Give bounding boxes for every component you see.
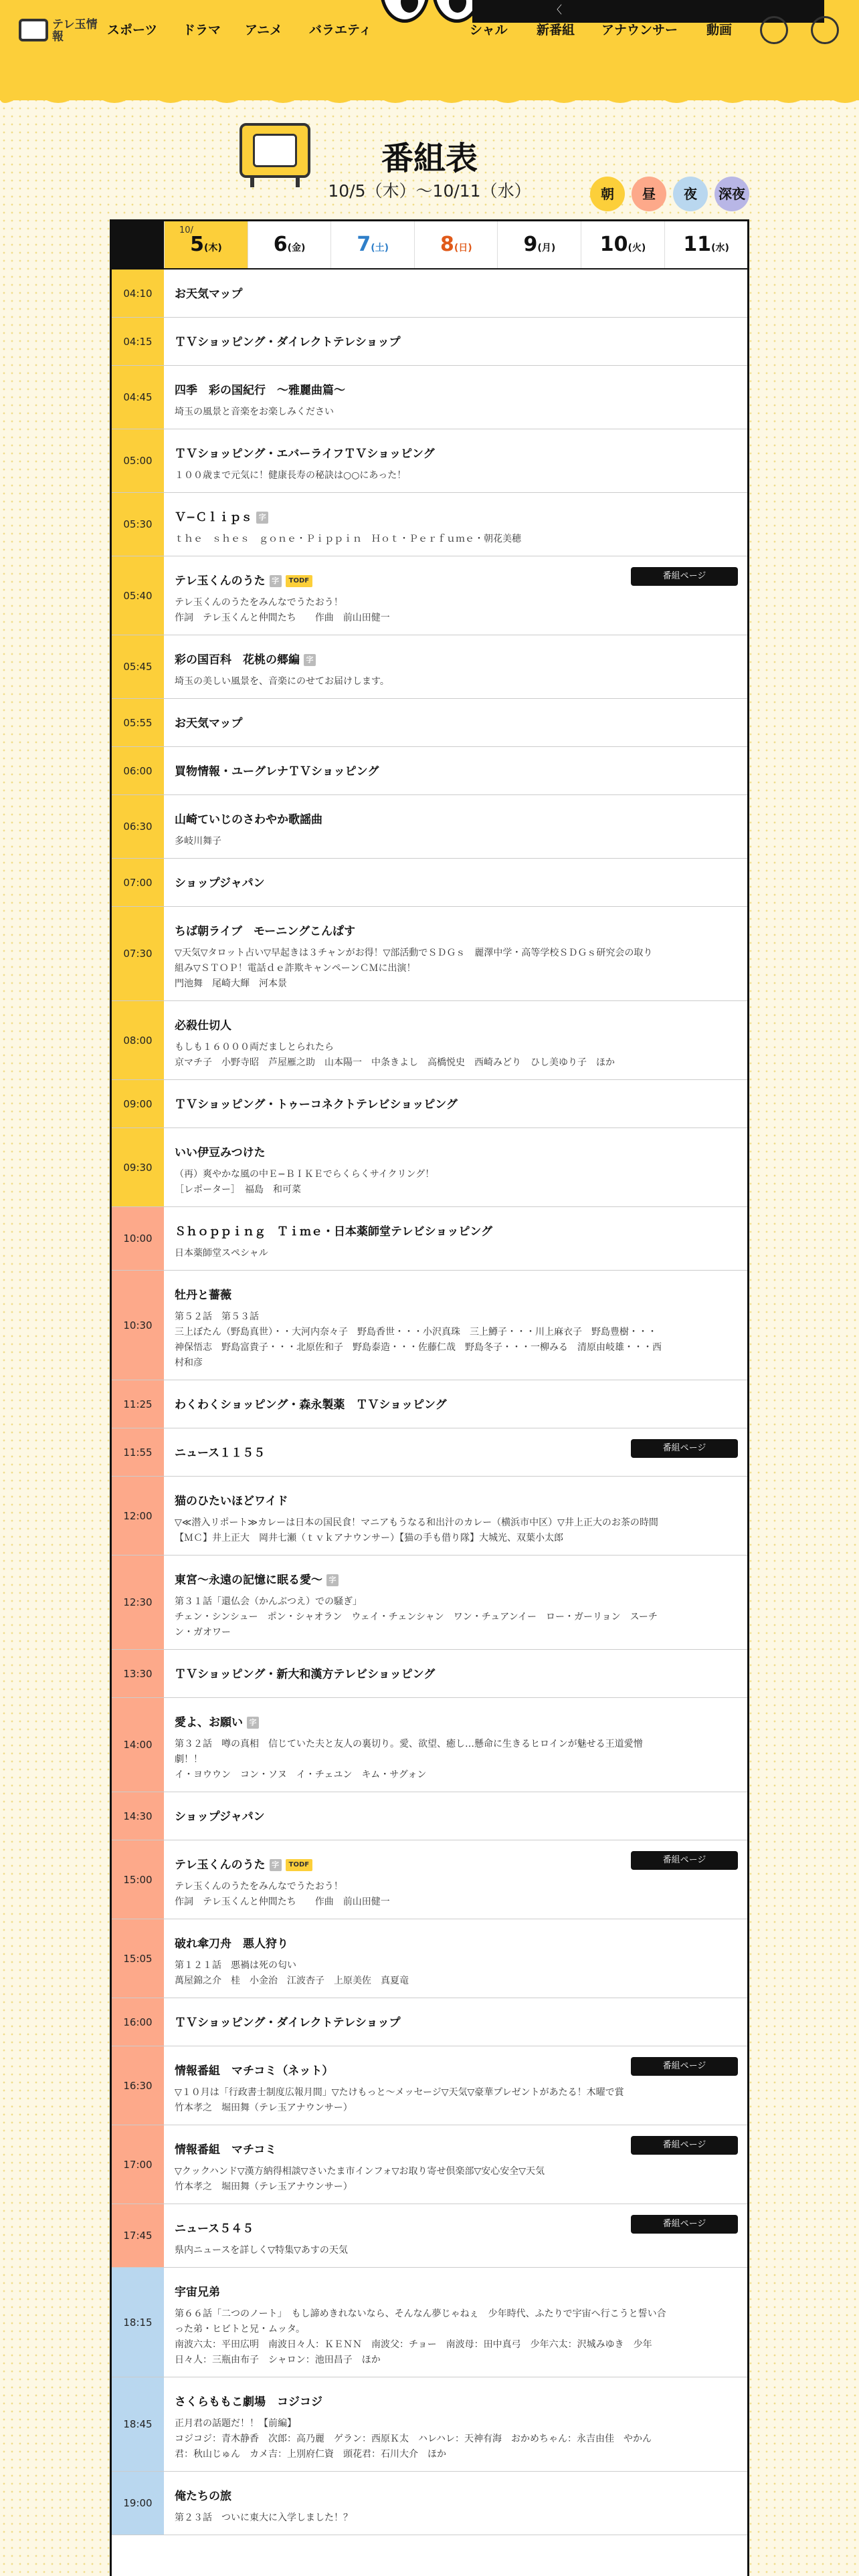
subtitle-badge-icon: 字 xyxy=(256,512,268,524)
day-month: 10/ xyxy=(179,225,193,235)
program-description-line: 【ＭＣ】井上正大 岡井七瀬（ｔｖｋアナウンサー）【猫の手も借り隊】大城光、双葉小太郎 xyxy=(175,1533,563,1543)
program-description xyxy=(175,2085,737,2116)
program-title-text[interactable]: 山崎ていじのさわやか歌謡曲 xyxy=(175,813,322,827)
program-time: 04:15 xyxy=(112,318,164,365)
program-time: 17:00 xyxy=(112,2125,164,2204)
program-cell xyxy=(164,493,747,556)
program-cell xyxy=(164,556,747,635)
program-description-line: 組み▽ＳＴＯＰ！電話ｄｅ詐欺キャンペーンＣＭに出演！ xyxy=(175,963,416,974)
program-page-button[interactable]: 番組ページ xyxy=(631,2057,738,2076)
program-time: 05:00 xyxy=(112,429,164,492)
program-title[interactable] xyxy=(175,811,737,829)
program-description xyxy=(175,595,737,626)
program-description-line: 君：秋山じゅん カメ吉：上別府仁資 頭花君：石川大介 ほか xyxy=(175,2449,446,2460)
program-row xyxy=(112,1998,747,2046)
day-tab-5[interactable] xyxy=(164,221,248,268)
program-row xyxy=(112,1555,747,1650)
program-time: 11:55 xyxy=(112,1428,164,1476)
program-description xyxy=(175,2510,737,2526)
program-description xyxy=(175,405,737,420)
program-time: 06:30 xyxy=(112,795,164,858)
program-description-line: （再）爽やかな風の中Ｅ−ＢＩＫＥでらくらくサイクリング！ xyxy=(175,1169,435,1180)
program-description-line: 日本薬師堂スペシャル xyxy=(175,1248,268,1259)
program-time: 17:45 xyxy=(112,2204,164,2267)
program-title-text[interactable]: Ｖ−Ｃｌｉｐｓ xyxy=(175,511,253,524)
program-time: 10:00 xyxy=(112,1207,164,1270)
program-cell xyxy=(164,635,747,698)
program-cell xyxy=(164,1428,747,1476)
program-description xyxy=(175,1040,737,1071)
program-title[interactable] xyxy=(175,651,737,669)
program-time: 05:45 xyxy=(112,635,164,698)
program-title-text[interactable]: 猫のひたいほどワイド xyxy=(175,1495,288,1508)
program-title-text[interactable]: Ｓｈｏｐｐｉｎｇ Ｔｉｍｅ・日本薬師堂テレビショッピング xyxy=(175,1225,492,1239)
zone-day-button[interactable]: 昼 xyxy=(632,177,666,211)
tag-badge: TODF xyxy=(286,1859,312,1871)
program-description-line: 正月君の話題だ！！【前編】 xyxy=(175,2418,296,2429)
program-row xyxy=(112,1207,747,1271)
program-description-line: った弟・ヒビトと兄・ムッタ。 xyxy=(175,2324,306,2335)
program-row xyxy=(112,1001,747,1080)
program-title[interactable] xyxy=(175,1287,737,1304)
day-weekday: (土) xyxy=(371,243,389,253)
program-time: 07:00 xyxy=(112,859,164,906)
nav-special[interactable]: シャル xyxy=(470,23,508,37)
topbar-arrow-icon[interactable]: 〈 xyxy=(551,3,563,16)
program-description-line: 作詞 テレ玉くんと仲間たち 作曲 前山田健一 xyxy=(175,613,390,623)
program-time: 09:00 xyxy=(112,1080,164,1128)
program-cell xyxy=(164,1380,747,1428)
program-description-line: 萬屋錦之介 桂 小金治 江波杏子 上原美佐 真夏竜 xyxy=(175,1975,409,1986)
program-description-line: チェン・シンシュー ポン・シャオラン ウェイ・チェンシャン ワン・チュアンイー ロー・ガーリョン スーチ xyxy=(175,1612,658,1622)
program-title-text[interactable]: テレ玉くんのうた xyxy=(175,574,266,588)
subtitle-badge-icon: 字 xyxy=(326,1574,339,1586)
program-description-line: ｔｈｅ ｓｈｅｓ ｇｏｎｅ・Ｐｉｐｐｉｎ Ｈｏｔ・Ｐｅｒｆｕｍｅ・朝花美穂 xyxy=(175,534,521,544)
program-cell xyxy=(164,1080,747,1128)
program-title[interactable] xyxy=(175,2014,737,2032)
day-weekday: (金) xyxy=(287,243,306,253)
program-page-button[interactable]: 番組ページ xyxy=(631,1439,738,1458)
program-title[interactable] xyxy=(175,1572,737,1589)
program-description-line: 劇！！ xyxy=(175,1754,203,1765)
program-description xyxy=(175,1958,737,1989)
program-title[interactable] xyxy=(175,1666,737,1683)
program-title-text[interactable]: ショップジャパン xyxy=(175,1810,265,1824)
program-cell xyxy=(164,270,747,317)
program-time: 14:30 xyxy=(112,1792,164,1840)
program-title[interactable] xyxy=(175,1714,737,1731)
day-number: 7 xyxy=(357,233,371,256)
zone-morning-button[interactable]: 朝 xyxy=(590,177,625,211)
tag-badge: TODF xyxy=(286,575,312,587)
program-row xyxy=(112,795,747,859)
program-cell xyxy=(164,1998,747,2046)
program-description xyxy=(175,1309,737,1371)
program-title[interactable] xyxy=(175,2488,737,2505)
program-title-text[interactable]: 情報番組 マチコミ xyxy=(175,2143,277,2157)
program-cell xyxy=(164,795,747,858)
program-row xyxy=(112,2046,747,2125)
day-number: 9 xyxy=(523,233,538,256)
program-page-button[interactable]: 番組ページ xyxy=(631,1851,738,1870)
program-description-line: テレ玉くんのうたをみんなでうたおう！ xyxy=(175,1881,343,1892)
program-description-line: 日々人：三瓶由布子 シャロン：池田昌子 ほか xyxy=(175,2355,381,2365)
program-title-text[interactable]: 四季 彩の国紀行 〜雅麗曲篇〜 xyxy=(175,384,345,397)
program-row xyxy=(112,1271,747,1380)
program-description-line: 県内ニュースを詳しく▽特集▽あすの天気 xyxy=(175,2245,348,2256)
program-title-text[interactable]: ニュース５４５ xyxy=(175,2222,254,2236)
nav-new-programs[interactable]: 新番組 xyxy=(537,23,575,37)
program-title-text[interactable]: ＴＶショッピング・ダイレクトテレショップ xyxy=(175,336,401,349)
program-title[interactable] xyxy=(175,2284,737,2301)
program-title-text[interactable]: 彩の国百科 花桃の郷編 xyxy=(175,653,300,667)
program-cell xyxy=(164,1555,747,1649)
program-description-line: 第２３話 ついに東大に入学しました！？ xyxy=(175,2512,353,2523)
program-description xyxy=(175,834,737,849)
program-row xyxy=(112,1698,747,1792)
program-cell xyxy=(164,1477,747,1555)
day-tab-6[interactable] xyxy=(248,221,331,268)
program-row xyxy=(112,318,747,366)
program-description xyxy=(175,2306,737,2368)
program-title-text[interactable]: いい伊豆みつけた xyxy=(175,1146,266,1160)
day-weekday: (木) xyxy=(204,243,222,253)
zone-night-button[interactable]: 夜 xyxy=(673,177,708,211)
program-description xyxy=(175,674,737,689)
day-tab-8[interactable] xyxy=(414,221,498,268)
program-description-line: 第５２話 第５３話 xyxy=(175,1311,259,1322)
program-description xyxy=(175,1246,737,1261)
program-description-line: 三上ぼたん（野島真世）・・大河内奈々子 野島香世・・・小沢真珠 三上鱒子・・・川上麻衣子 野島豊樹・・・ xyxy=(175,1327,657,1337)
program-description-line: １００歳まで元気に！健康長寿の秘訣は○○にあった！ xyxy=(175,470,407,481)
day-tab-11[interactable] xyxy=(664,221,748,268)
subtitle-badge-icon: 字 xyxy=(304,654,316,666)
program-time: 16:30 xyxy=(112,2046,164,2125)
day-tab-7[interactable] xyxy=(330,221,414,268)
program-time: 15:05 xyxy=(112,1919,164,1998)
program-cell xyxy=(164,1698,747,1792)
program-time: 07:30 xyxy=(112,907,164,1000)
program-description-line: テレ玉くんのうたをみんなでうたおう！ xyxy=(175,597,343,608)
program-title[interactable] xyxy=(175,763,737,780)
program-row xyxy=(112,699,747,747)
program-title-text[interactable]: ＴＶショッピング・ダイレクトテレショップ xyxy=(175,2016,401,2030)
program-description-line: ▽１０月は「行政書士制度広報月間」▽たけもっと〜メッセージ▽天気▽豪華プレゼントがあたる！木曜で賞 xyxy=(175,2087,624,2098)
program-row xyxy=(112,859,747,907)
program-description-line: 村和彦 xyxy=(175,1358,203,1368)
program-title[interactable] xyxy=(175,1223,737,1241)
program-description xyxy=(175,1879,737,1910)
program-row xyxy=(112,1792,747,1840)
program-description-line: 竹本孝之 堀田舞（テレ玉アナウンサー） xyxy=(175,2103,353,2113)
nav-announcer[interactable]: アナウンサー xyxy=(601,23,678,37)
nav-video[interactable]: 動画 xyxy=(706,23,733,37)
program-row xyxy=(112,635,747,699)
program-description-line: 南波六太：平田広明 南波日々人：ＫＥＮＮ 南波父：チョー 南波母：田中真弓 少年六太：沢城みゆき 少年 xyxy=(175,2339,652,2350)
program-description-line: 京マチ子 小野寺昭 芦屋雁之助 山本陽一 中条きよし 高橋悦史 西崎みどり ひし美ゆり子 ほか xyxy=(175,1057,615,1068)
day-tab-10[interactable] xyxy=(581,221,664,268)
program-row xyxy=(112,2204,747,2268)
program-description-line: 第１２１話 悪禍は死の匂い xyxy=(175,1960,296,1971)
subtitle-badge-icon: 字 xyxy=(270,1859,282,1871)
program-row xyxy=(112,2377,747,2472)
program-description xyxy=(175,2243,737,2258)
program-description-line: ▽天気▽タロット占い▽早起きは３チャンがお得！▽部活動でＳＤＧｓ 麗澤中学・高等学校ＳＤＧｓ研究会の取り xyxy=(175,948,653,958)
program-description xyxy=(175,1594,737,1640)
program-time: 05:55 xyxy=(112,699,164,746)
program-description xyxy=(175,1515,737,1546)
program-row xyxy=(112,2125,747,2204)
program-description-line: 竹本孝之 堀田舞（テレ玉アナウンサー） xyxy=(175,2181,353,2192)
program-time: 16:00 xyxy=(112,1998,164,2046)
program-cell xyxy=(164,1792,747,1840)
program-row xyxy=(112,1128,747,1207)
program-cell xyxy=(164,2472,747,2535)
program-row xyxy=(112,1477,747,1555)
program-title-text[interactable]: ニュース１１５５ xyxy=(175,1446,266,1460)
program-title[interactable] xyxy=(175,509,737,526)
nav-variety[interactable]: バラエティ xyxy=(309,23,372,37)
program-time: 04:10 xyxy=(112,270,164,317)
program-title-text[interactable]: 情報番組 マチコミ（ネット） xyxy=(175,2064,334,2078)
program-title[interactable] xyxy=(175,715,737,732)
program-row xyxy=(112,1650,747,1698)
program-title-text[interactable]: 宇宙兄弟 xyxy=(175,2286,220,2299)
program-title[interactable] xyxy=(175,1096,737,1113)
program-description-line: イ・ヨウウン コン・ソヌ イ・チェユン キム・サグォン xyxy=(175,1769,427,1780)
program-description-line: ン・ガオワー xyxy=(175,1627,231,1638)
program-row xyxy=(112,1919,747,1998)
program-title-text[interactable]: わくわくショッピング・森永製薬 ＴＶショッピング xyxy=(175,1398,447,1412)
program-title-text[interactable]: 東宮〜永遠の記憶に眠る愛〜 xyxy=(175,1574,322,1587)
program-time: 19:00 xyxy=(112,2472,164,2535)
program-row xyxy=(112,493,747,556)
program-row xyxy=(112,366,747,429)
program-description-line: 埼玉の美しい風景を、音楽にのせてお届けします。 xyxy=(175,676,389,687)
program-title-text[interactable]: テレ玉くんのうた xyxy=(175,1858,266,1872)
program-row xyxy=(112,747,747,795)
program-title-text[interactable]: 買物情報・ユーグレナＴＶショッピング xyxy=(175,765,379,778)
program-row xyxy=(112,2268,747,2377)
program-description-line: ［レポーター］ 福島 和可菜 xyxy=(175,1184,301,1195)
program-time: 04:45 xyxy=(112,366,164,429)
program-cell xyxy=(164,2046,747,2125)
logo-tv-icon xyxy=(19,19,48,41)
program-page-button[interactable]: 番組ページ xyxy=(631,2136,738,2155)
program-title[interactable] xyxy=(175,1493,737,1510)
program-row xyxy=(112,907,747,1001)
program-title-text[interactable]: 破れ傘刀舟 悪人狩り xyxy=(175,1937,288,1951)
program-title[interactable] xyxy=(175,334,737,351)
program-row xyxy=(112,1840,747,1919)
program-title-text[interactable]: 牡丹と薔薇 xyxy=(175,1289,231,1302)
program-time: 12:00 xyxy=(112,1477,164,1555)
nav-sports[interactable]: スポーツ xyxy=(107,23,158,37)
day-weekday: (月) xyxy=(537,243,556,253)
program-time: 06:00 xyxy=(112,747,164,794)
title-area xyxy=(0,107,859,214)
program-time: 11:25 xyxy=(112,1380,164,1428)
program-title[interactable] xyxy=(175,382,737,399)
program-cell xyxy=(164,859,747,906)
day-number: 8 xyxy=(440,233,454,256)
program-description-line: 第６６話「二つのノート」 もし諦めきれないなら、そんなん夢じゃねぇ 少年時代、ふたりで宇宙へ行こうと誓い合 xyxy=(175,2309,666,2319)
program-page-button[interactable]: 番組ページ xyxy=(631,2215,738,2234)
program-row xyxy=(112,270,747,318)
program-description xyxy=(175,1167,737,1198)
program-description xyxy=(175,532,737,547)
day-weekday: (水) xyxy=(711,243,729,253)
program-time: 08:00 xyxy=(112,1001,164,1079)
program-description-line: 作詞 テレ玉くんと仲間たち 作曲 前山田健一 xyxy=(175,1897,390,1907)
program-description xyxy=(175,2164,737,2195)
program-cell xyxy=(164,2377,747,2471)
program-cell xyxy=(164,1919,747,1998)
program-description-line: 埼玉の風景と音楽をお楽しみください xyxy=(175,407,334,417)
program-title-text[interactable]: お天気マップ xyxy=(175,288,243,301)
day-number: 11 xyxy=(683,233,712,256)
program-time: 14:00 xyxy=(112,1698,164,1792)
program-title[interactable] xyxy=(175,1396,737,1414)
program-title-text[interactable]: 俺たちの旅 xyxy=(175,2490,231,2503)
program-row xyxy=(112,1080,747,1128)
program-page-button[interactable]: 番組ページ xyxy=(631,567,738,586)
program-cell xyxy=(164,1128,747,1206)
program-description-line: 第３２話 噂の真相 信じていた夫と友人の裏切り。愛、欲望、癒し…懸命に生きるヒロインが魅せる王道愛憎 xyxy=(175,1739,643,1749)
program-cell xyxy=(164,907,747,1000)
program-title[interactable] xyxy=(175,1017,737,1035)
program-cell xyxy=(164,429,747,492)
mascot-menu-icon[interactable] xyxy=(811,16,839,44)
program-title-text[interactable]: ＴＶショッピング・トゥーコネクトテレビショッピング xyxy=(175,1098,458,1111)
subtitle-badge-icon: 字 xyxy=(247,1717,259,1729)
program-description xyxy=(175,468,737,484)
program-description xyxy=(175,2416,737,2462)
program-description xyxy=(175,1737,737,1783)
program-cell xyxy=(164,318,747,365)
nav-anime[interactable]: アニメ xyxy=(245,23,283,37)
program-time: 05:40 xyxy=(112,556,164,635)
program-row xyxy=(112,1428,747,1477)
program-time: 13:30 xyxy=(112,1650,164,1697)
day-number: 5 xyxy=(190,233,205,256)
program-title[interactable] xyxy=(175,1808,737,1826)
day-tab-9[interactable] xyxy=(497,221,581,268)
program-description-line: 第３１話「還仏会（かんぶつえ）での騒ぎ」 xyxy=(175,1596,362,1607)
program-cell xyxy=(164,699,747,746)
program-row xyxy=(112,556,747,635)
program-cell xyxy=(164,2125,747,2204)
program-time: 15:00 xyxy=(112,1840,164,1919)
program-description xyxy=(175,946,737,992)
program-title-text[interactable]: ショップジャパン xyxy=(175,877,265,890)
program-time: 05:30 xyxy=(112,493,164,556)
program-title-text[interactable]: ＴＶショッピング・エバーライフＴＶショッピング xyxy=(175,447,435,461)
program-description-line: 門池舞 尾崎大輝 河本景 xyxy=(175,978,287,989)
program-title[interactable] xyxy=(175,1144,737,1162)
program-title-text[interactable]: 愛よ、お願い xyxy=(175,1716,243,1729)
program-title[interactable] xyxy=(175,923,737,940)
program-cell xyxy=(164,1001,747,1079)
program-time: 18:45 xyxy=(112,2377,164,2471)
program-time: 10:30 xyxy=(112,1271,164,1380)
program-description-line: ▽クックハンド▽漢方納得相談▽さいたま市インフォ▽お取り寄せ倶楽部▽安心安全▽天気 xyxy=(175,2166,545,2177)
program-row xyxy=(112,1380,747,1428)
program-cell xyxy=(164,2268,747,2377)
program-schedule-table xyxy=(110,219,749,2576)
home-tv-icon[interactable] xyxy=(760,16,788,44)
program-time: 12:30 xyxy=(112,1555,164,1649)
program-title-text[interactable]: ＴＶショッピング・新大和漢方テレビショッピング xyxy=(175,1668,436,1681)
site-header xyxy=(0,0,859,100)
program-cell xyxy=(164,1650,747,1697)
day-number: 6 xyxy=(273,233,288,256)
day-weekday: (火) xyxy=(628,243,646,253)
day-number: 10 xyxy=(599,233,628,256)
page-title: 番組表 xyxy=(381,140,478,177)
site-logo[interactable] xyxy=(19,13,99,48)
program-cell xyxy=(164,1271,747,1380)
day-weekday: (日) xyxy=(454,243,472,253)
program-title[interactable] xyxy=(175,2393,737,2411)
program-title-text[interactable]: お天気マップ xyxy=(175,717,243,730)
program-description-line: 多岐川舞子 xyxy=(175,836,221,847)
program-time: 18:15 xyxy=(112,2268,164,2377)
program-description-line: もしも１６０００両だましとられたら xyxy=(175,1042,334,1053)
program-description-line: コジコジ：青木静香 次郎：高乃麗 ゲラン：西原Ｋ太 ハレハレ：天神有海 おかめちゃん：永吉由佳 やかん xyxy=(175,2434,652,2444)
program-description-line: ▽≪潜入リポート≫カレーは日本の国民食！マニアもうなる和出汁のカレー（横浜市中区）▽井上正大のお茶の時間 xyxy=(175,1517,658,1528)
program-cell xyxy=(164,1840,747,1919)
program-cell xyxy=(164,1207,747,1270)
day-header xyxy=(112,221,747,270)
program-cell xyxy=(164,747,747,794)
program-title-text[interactable]: ちば朝ライブ モーニングこんぱす xyxy=(175,925,355,938)
program-title[interactable] xyxy=(175,286,737,303)
header-corner xyxy=(112,221,164,268)
nav-drama[interactable]: ドラマ xyxy=(183,23,221,37)
program-row xyxy=(112,2472,747,2535)
program-title[interactable] xyxy=(175,875,737,892)
program-title-text[interactable]: さくらももこ劇場 コジコジ xyxy=(175,2395,322,2409)
program-time: 09:30 xyxy=(112,1128,164,1206)
program-cell xyxy=(164,366,747,429)
program-title[interactable] xyxy=(175,1935,737,1953)
subtitle-badge-icon: 字 xyxy=(270,575,282,587)
program-row xyxy=(112,429,747,493)
header-wave xyxy=(0,94,859,107)
zone-latenight-button[interactable]: 深夜 xyxy=(714,177,749,211)
program-title[interactable] xyxy=(175,445,737,463)
logo-text: テレ玉情報 xyxy=(52,18,98,43)
program-title-text[interactable]: 必殺仕切人 xyxy=(175,1019,231,1033)
program-cell xyxy=(164,2204,747,2267)
date-range: 10/5（木）〜10/11（水） xyxy=(328,181,531,201)
program-description-line: 神保悟志 野島富貴子・・・北原佐和子 野島泰造・・・佐藤仁哉 野島冬子・・・一柳みる 清原由岐雄・・・西 xyxy=(175,1342,662,1353)
